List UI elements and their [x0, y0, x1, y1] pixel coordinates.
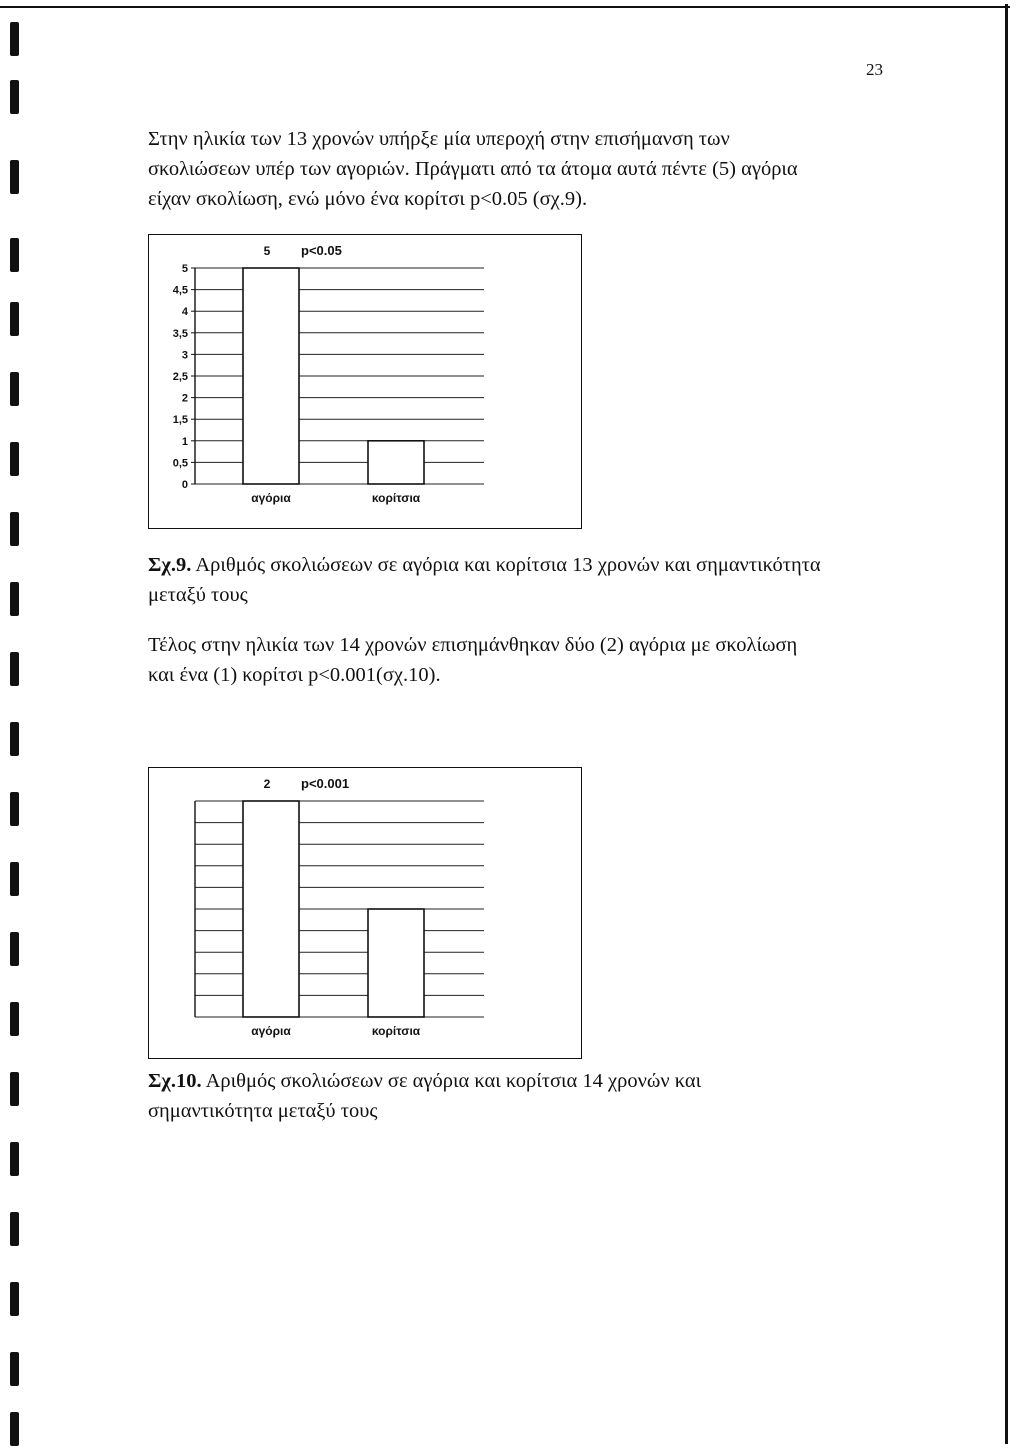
- y-tick-label: 3: [181, 349, 188, 362]
- binder-hole: [10, 1352, 19, 1386]
- y-tick-label: 4,5: [172, 284, 188, 297]
- chart-svg: [149, 768, 581, 1058]
- figure-10-caption: [148, 1066, 828, 1126]
- paragraph-1: Στην ηλικία των 13 χρονών υπήρξε μία υπεροχή στην επισήμανση των σκολιώσεων υπέρ των αγοριών. Πράγματι από τα άτομα αυτά πέντε (5) αγόρια είχαν σκολίωση, ενώ μόνο ένα κορίτσι p<0.05 (σχ.9).: [148, 128, 798, 210]
- binder-hole: [10, 932, 19, 966]
- page-number: 23: [866, 60, 883, 79]
- binder-hole: [10, 862, 19, 896]
- binder-hole: [10, 22, 19, 56]
- top-rule: [0, 6, 1010, 8]
- y-tick-label: 2: [181, 392, 188, 405]
- data-label: 2: [263, 777, 271, 791]
- figure-9-label: Σχ.9.: [148, 554, 192, 576]
- y-tick-label: 0: [181, 479, 188, 491]
- y-tick-label: 0,5: [172, 457, 188, 470]
- paragraph-2: Τέλος στην ηλικία των 14 χρονών επισημάνθηκαν δύο (2) αγόρια με σκολίωση και ένα (1) κορίτσι p<0.001(σχ.10).: [148, 634, 798, 686]
- binder-hole: [10, 512, 19, 546]
- chart-svg: [149, 235, 581, 528]
- y-tick-label: 1,5: [172, 414, 188, 427]
- binder-hole: [10, 1072, 19, 1106]
- figure-9-chart: [148, 234, 582, 529]
- binder-hole: [10, 582, 19, 616]
- binder-hole: [10, 80, 19, 114]
- y-tick-label: 3,5: [172, 327, 188, 340]
- binder-hole: [10, 1142, 19, 1176]
- bar-boys: [243, 801, 299, 1017]
- y-tick-label: 4: [181, 306, 188, 319]
- x-category-label: κορίτσια: [371, 1024, 421, 1038]
- y-tick-label: 1: [181, 435, 188, 448]
- significance-annotation: p<0.001: [301, 776, 350, 791]
- figure-10-label: Σχ.10.: [148, 1070, 202, 1092]
- binder-hole: [10, 1282, 19, 1316]
- binder-hole: [10, 238, 19, 272]
- right-rule: [1005, 4, 1008, 1444]
- x-category-label: αγόρια: [251, 1024, 291, 1038]
- y-tick-label: 5: [181, 263, 188, 275]
- binder-hole: [10, 160, 19, 194]
- figure-10-text: Αριθμός σκολιώσεων σε αγόρια και κορίτσια 14 χρονών και σημαντικότητα μεταξύ τους: [148, 1070, 702, 1122]
- binder-hole: [10, 1002, 19, 1036]
- binder-hole: [10, 302, 19, 336]
- binder-hole: [10, 792, 19, 826]
- binder-hole: [10, 372, 19, 406]
- y-tick-label: 2,5: [172, 371, 188, 383]
- significance-annotation: p<0.05: [301, 243, 342, 258]
- binder-hole: [10, 1412, 19, 1446]
- bar-boys: [243, 268, 299, 484]
- figure-9-text: Αριθμός σκολιώσεων σε αγόρια και κορίτσια 13 χρονών και σημαντικότητα μεταξύ τους: [148, 554, 821, 606]
- x-category-label: κορίτσια: [371, 491, 421, 505]
- bar-girls: [368, 909, 424, 1017]
- bar-girls: [368, 441, 424, 484]
- binder-hole: [10, 1212, 19, 1246]
- figure-10-chart: [148, 767, 582, 1059]
- binder-hole: [10, 442, 19, 476]
- x-category-label: αγόρια: [251, 491, 291, 505]
- data-label: 5: [263, 244, 271, 258]
- binder-hole: [10, 652, 19, 686]
- figure-9-caption: [148, 550, 828, 610]
- binder-hole: [10, 722, 19, 756]
